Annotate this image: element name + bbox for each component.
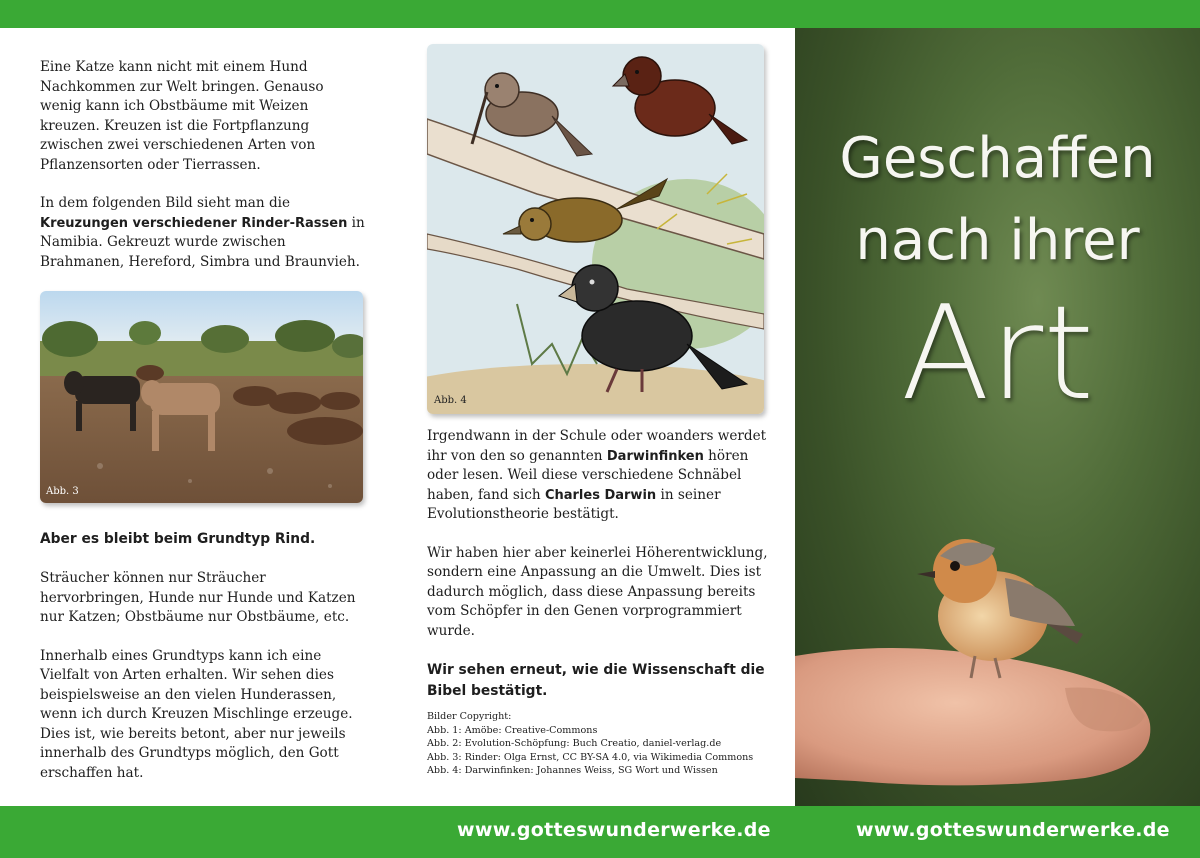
text-span: Irgendwann in der Schule oder woanders werdet ihr von den so genannten	[427, 428, 767, 464]
paragraph-darwin-finches	[427, 427, 772, 525]
text-span: In dem folgenden Bild sieht man die	[40, 195, 291, 211]
footer-website-link[interactable]: www.gotteswunderwerke.de	[457, 819, 771, 841]
paragraph-cattle	[40, 194, 368, 272]
footer-website-link-cover[interactable]: www.gotteswunderwerke.de	[856, 819, 1170, 841]
lead-statement: Aber es bleibt beim Grundtyp Rind.	[40, 531, 316, 547]
text-span: hören oder lesen. Weil diese verschiedene Schnäbel haben, fand sich	[427, 447, 749, 503]
paragraph-adaptation: Wir haben hier aber keinerlei Höherentwicklung, sondern eine Anpassung an die Umwelt. Dies ist dadurch möglich, dass diese Anpassung bereits vom Schöpfer in den Genen vorprogrammiert wurde.	[427, 544, 768, 639]
cover-title-line-2: nach ihrer	[855, 208, 1140, 273]
credit-line: Abb. 4: Darwinfinken: Johannes Weiss, SG Wort und Wissen	[427, 765, 718, 776]
left-column	[40, 58, 368, 291]
image-credits	[427, 710, 772, 778]
darwin-finches-illustration	[427, 44, 764, 414]
paragraph-intro: Eine Katze kann nicht mit einem Hund Nachkommen zur Welt bringen. Genauso wenig kann ich Obstbäume mit Weizen kreuzen. Kreuzen ist die Fortpflanzung zwischen zwei verschiedenen Arten von Pflanzensorten oder Tierrassen.	[40, 59, 324, 173]
left-column-lower	[40, 529, 368, 802]
credit-line: Abb. 1: Amöbe: Creative-Commons	[427, 724, 598, 736]
bold-text: Kreuzungen verschiedener Rinder-Rassen	[40, 215, 348, 231]
credit-line: Abb. 3: Rinder: Olga Ernst, CC BY-SA 4.0, via Wikimedia Commons	[427, 751, 754, 763]
credits-title: Bilder Copyright:	[427, 711, 512, 722]
bird-on-finger-image	[795, 516, 1200, 806]
illustration-caption: Abb. 4	[434, 395, 467, 406]
middle-column	[427, 427, 772, 778]
photo-caption: Abb. 3	[46, 486, 79, 497]
credit-line: Abb. 2: Evolution-Schöpfung: Buch Creatio, daniel-verlag.de	[427, 738, 722, 749]
cattle-photo	[40, 291, 363, 503]
cover-panel	[795, 28, 1200, 806]
lead-statement: Wir sehen erneut, wie die Wissenschaft die Bibel bestätigt.	[427, 662, 765, 699]
text-span: in seiner Evolutionstheorie bestätigt.	[427, 486, 721, 522]
bold-text: Charles Darwin	[544, 487, 657, 503]
text-span: in Namibia. Gekreuzt wurde zwischen Brahmanen, Hereford, Simbra und Braunvieh.	[40, 214, 365, 270]
cover-title-line-3: Art	[900, 277, 1095, 429]
paragraph-variety: Innerhalb eines Grundtyps kann ich eine Vielfalt von Arten erhalten. Wir sehen dies beispielsweise an den vielen Hunderassen, wenn ich durch Kreuzen Mischlinge erzeuge. Dies ist, wie bereits betont, aber nur jeweils innerhalb des Grundtyps möglich, den Gott erschaffen hat.	[40, 647, 353, 781]
paragraph-shrubs: Sträucher können nur Sträucher hervorbringen, Hunde nur Hunde und Katzen nur Katzen; Obstbäume nur Obstbäume, etc.	[40, 570, 356, 625]
top-green-band	[0, 0, 1200, 28]
cover-title-line-1: Geschaffen	[839, 126, 1156, 191]
bold-text: Darwinfinken	[606, 448, 704, 464]
